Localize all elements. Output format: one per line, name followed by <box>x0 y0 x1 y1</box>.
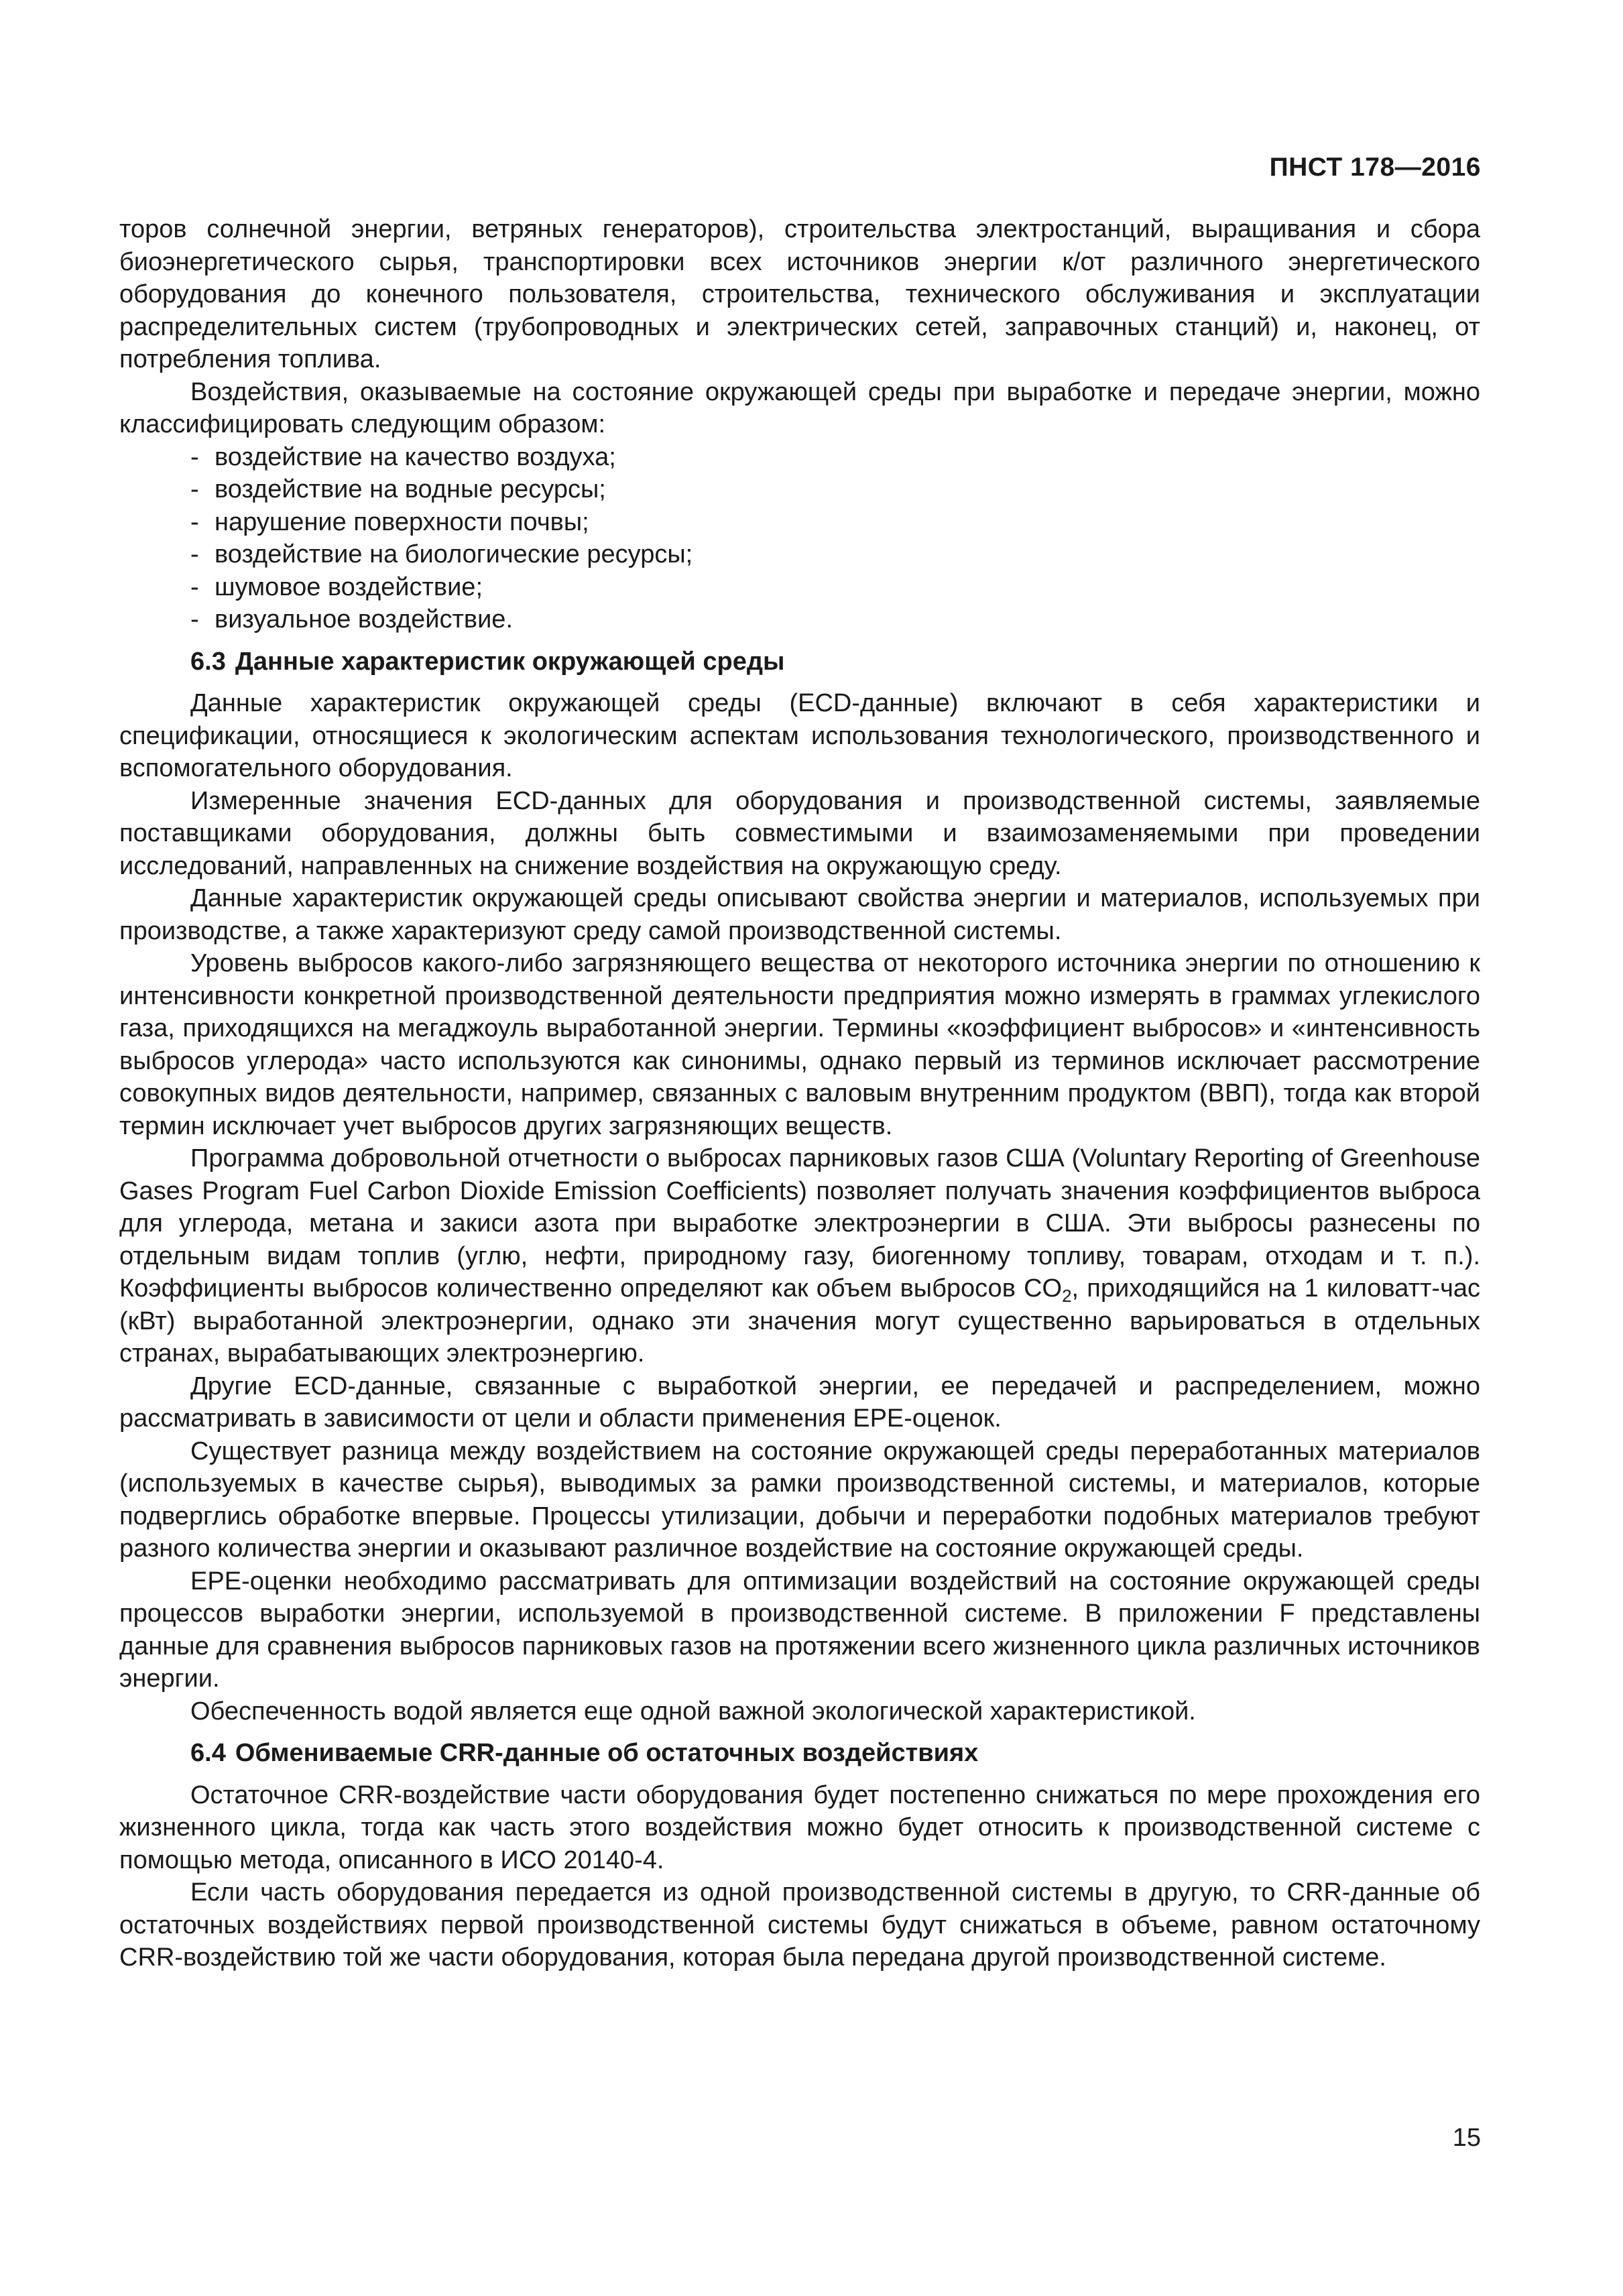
impact-list <box>119 441 1480 636</box>
paragraph: Данные характеристик окружающей среды (ECD-данные) включают в себя характеристики и спецификации, относящиеся к экологическим аспектам использования технологического, производственного и вспомогательного оборудования. <box>119 689 1480 782</box>
document-id-header: ПНСТ 178—2016 <box>1269 153 1481 182</box>
list-dash: - <box>190 442 199 471</box>
list-item-text: шумовое воздействие; <box>215 572 483 601</box>
section-title: Обмениваемые CRR-данные об остаточных воздействиях <box>235 1739 979 1767</box>
section-number: 6.3 <box>190 647 226 676</box>
paragraph-continuation: торов солнечной энергии, ветряных генераторов), строительства электростанций, выращивания и сбора биоэнергетического сырья, транспортировки всех источников энергии к/от различного энергетического оборудования до конечного пользователя, строительства, технического обслуживания и эксплуатации распределительных систем (трубопроводных и электрических сетей, заправочных станций) и, наконец, от потребления топлива. <box>119 215 1480 373</box>
list-item-text: нарушение поверхности почвы; <box>215 507 589 536</box>
paragraph: Уровень выбросов какого-либо загрязняющего вещества от некоторого источника энергии по отношению к интенсивности конкретной производственной деятельности предприятия можно измерять в граммах углекислого газа, приходящихся на мегаджоуль выработанной энергии. Термины «коэффициент выбросов» и «интенсивность выбросов углерода» часто используются как синонимы, однако первый из терминов исключает рассмотрение совокупных видов деятельности, например, связанных с валовым внутренним продуктом (ВВП), тогда как второй термин исключает учет выбросов других загрязняющих веществ. <box>119 949 1480 1140</box>
paragraph: Существует разница между воздействием на состояние окружающей среды переработанных материалов (используемых в качестве сырья), выводимых за рамки производственной системы, и материалов, которые подверглись обработке впервые. Процессы утилизации, добычи и переработки подобных материалов требуют разного количества энергии и оказывают различное воздействие на состояние окружающей среды. <box>119 1437 1480 1563</box>
list-item <box>119 506 1480 539</box>
list-item-text: визуальное воздействие. <box>215 605 513 633</box>
paragraph-text: , приходящийся на 1 киловатт-час (кВт) выработанной электроэнергии, однако эти значения могут существенно варьироваться в отдельных странах, вырабатывающих электроэнергию. <box>119 1274 1480 1368</box>
section-heading-6-3 <box>119 646 1480 678</box>
list-item <box>119 571 1480 604</box>
section-heading-6-4 <box>119 1737 1480 1770</box>
paragraph: Если часть оборудования передается из одной производственной системы в другую, то CRR-данные об остаточных воздействиях первой производственной системы будут снижаться в объеме, равном остаточному CRR-воздействию той же части оборудования, которая была передана другой производственной системе. <box>119 1878 1480 1972</box>
list-item <box>119 603 1480 636</box>
list-dash: - <box>190 572 199 601</box>
list-dash: - <box>190 540 199 568</box>
list-dash: - <box>190 475 199 503</box>
paragraph: Обеспеченность водой является еще одной важной экологической характеристикой. <box>190 1697 1196 1726</box>
list-item <box>119 473 1480 506</box>
paragraph: Измеренные значения ECD-данных для оборудования и производственной системы, заявляемые поставщиками оборудования, должны быть совместимыми и взаимозаменяемыми при проведении исследований, направленных на снижение воздействия на окружающую среду. <box>119 786 1480 880</box>
list-item-text: воздействие на водные ресурсы; <box>215 475 606 503</box>
page-number: 15 <box>1452 2124 1481 2152</box>
subscript-2: 2 <box>1062 1286 1072 1306</box>
paragraph: Остаточное CRR-воздействие части оборудования будет постепенно снижаться по мере прохождения его жизненного цикла, тогда как часть этого воздействия можно будет относить к производственной системе с помощью метода, описанного в ИСО 20140-4. <box>119 1780 1480 1874</box>
page-content <box>119 213 1480 1974</box>
list-dash: - <box>190 605 199 633</box>
list-item-text: воздействие на биологические ресурсы; <box>215 540 693 568</box>
paragraph: EPE-оценки необходимо рассматривать для оптимизации воздействий на состояние окружающей среды процессов выработки энергии, используемой в производственной системе. В приложении F представлены данные для сравнения выбросов парниковых газов на протяжении всего жизненного цикла различных источников энергии. <box>119 1567 1480 1693</box>
list-dash: - <box>190 507 199 536</box>
list-item-text: воздействие на качество воздуха; <box>215 442 616 471</box>
section-title: Данные характеристик окружающей среды <box>235 647 785 676</box>
paragraph: Данные характеристик окружающей среды описывают свойства энергии и материалов, используемых при производстве, а также характеризуют среду самой производственной системы. <box>119 884 1480 945</box>
list-item <box>119 441 1480 474</box>
paragraph-emission-coefficients <box>119 1142 1480 1370</box>
paragraph-text: Программа добровольной отчетности о выбросах парниковых газов США (Voluntary Reporting of Greenhouse Gases Program Fuel Carbon Dioxide Emission Coefficients) позволяет получать значения коэффициентов выброса для углерода, метана и закиси азота при выработке электроэнергии в США. Эти выбросы разнесены по отдельным видам топлив (углю, нефти, природному газу, биогенному топливу, товарам, отходам и т. п.). Коэффициенты выбросов количественно определяют как объем выбросов CO <box>119 1144 1480 1303</box>
paragraph-impacts-intro: Воздействия, оказываемые на состояние окружающей среды при выработке и передаче энергии, можно классифицировать следующим образом: <box>119 377 1480 438</box>
list-item <box>119 538 1480 571</box>
section-number: 6.4 <box>190 1739 226 1767</box>
paragraph: Другие ECD-данные, связанные с выработкой энергии, ее передачей и распределением, можно рассматривать в зависимости от цели и области применения EPE-оценок. <box>119 1372 1480 1433</box>
